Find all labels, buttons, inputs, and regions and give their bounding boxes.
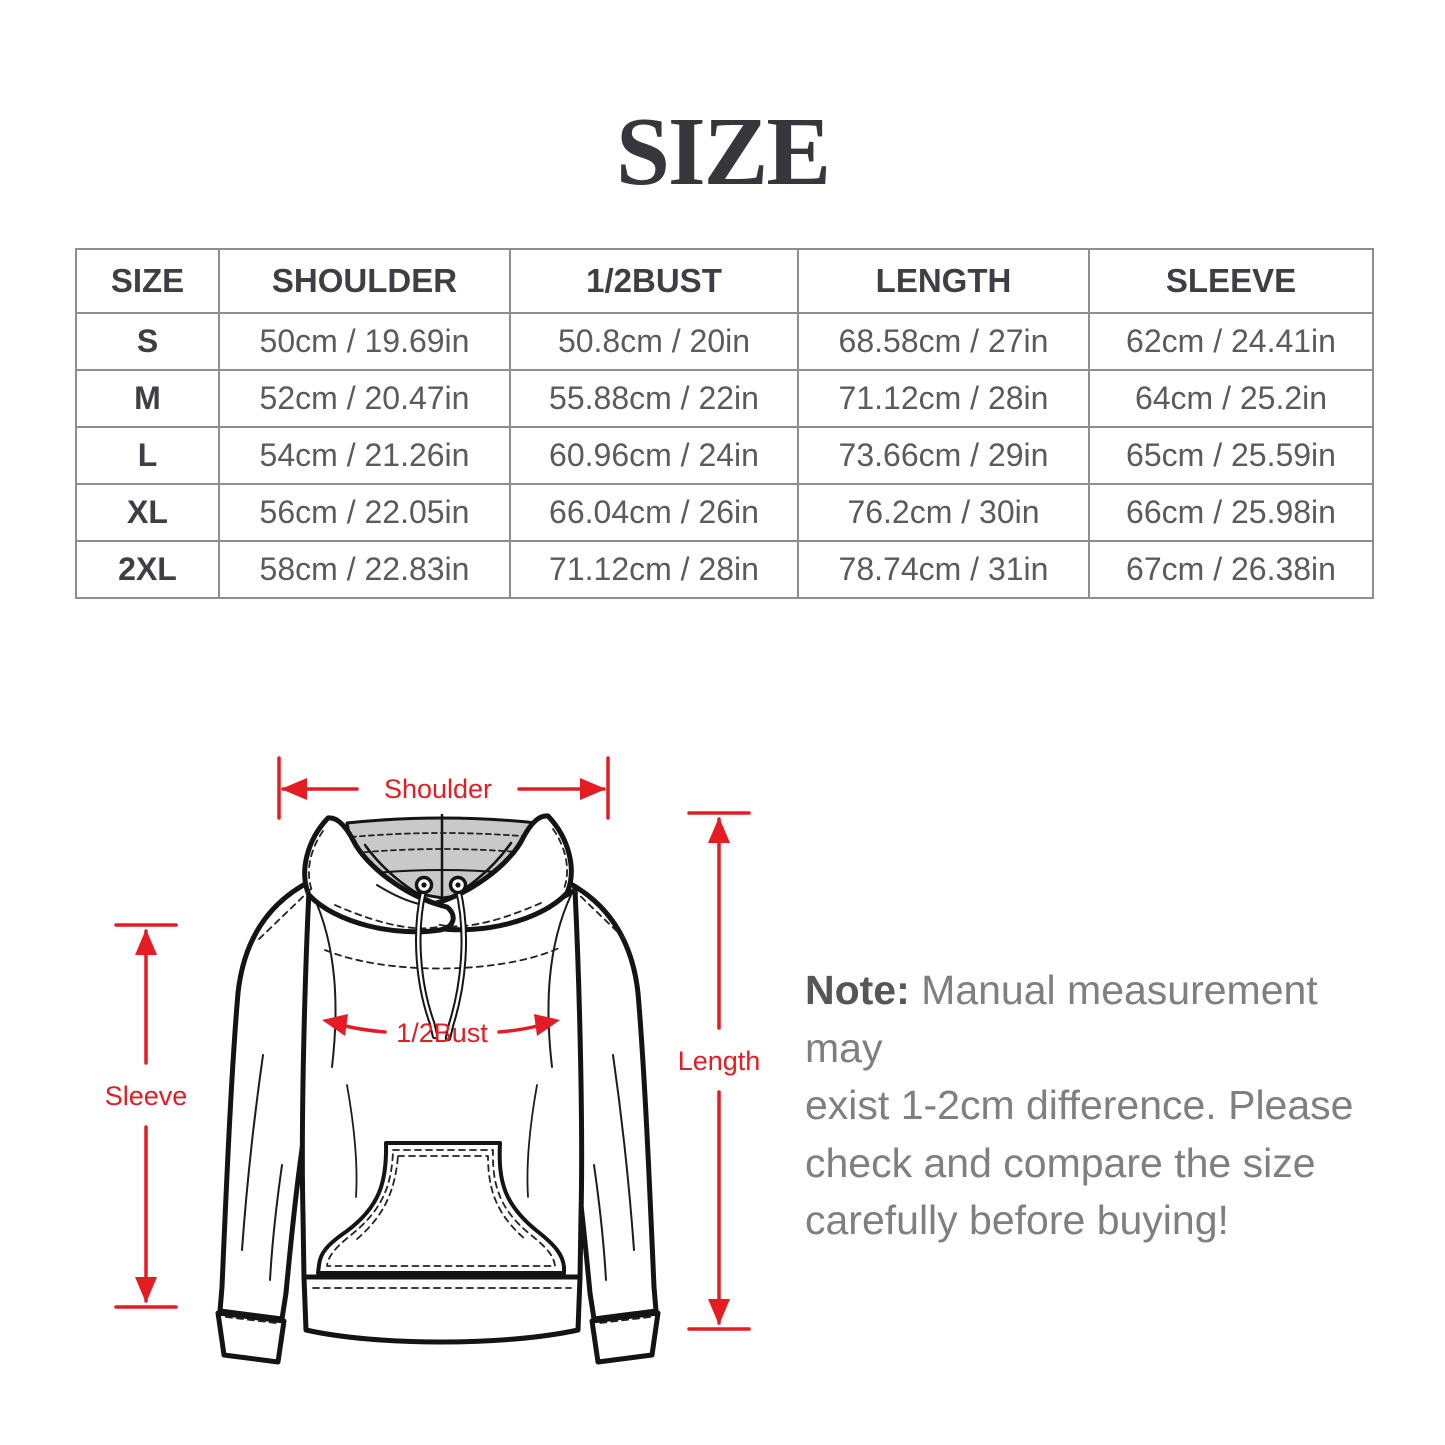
table-row <box>76 313 1373 370</box>
cell-bust: 50.8cm / 20in <box>510 313 798 370</box>
cell-shoulder: 56cm / 22.05in <box>219 484 510 541</box>
bust-arrow-label: 1/2Bust <box>396 1018 488 1048</box>
cell-bust: 71.12cm / 28in <box>510 541 798 598</box>
cell-length: 68.58cm / 27in <box>798 313 1089 370</box>
sleeve-arrow <box>116 925 176 1307</box>
cell-size: L <box>76 427 219 484</box>
cell-bust: 66.04cm / 26in <box>510 484 798 541</box>
cell-bust: 55.88cm / 22in <box>510 370 798 427</box>
note-label: Note: <box>805 967 910 1013</box>
cell-bust: 60.96cm / 24in <box>510 427 798 484</box>
hoodie-measurement-diagram <box>85 745 785 1395</box>
column-header-bust: 1/2BUST <box>510 249 798 313</box>
note-line: carefully before buying! <box>805 1197 1229 1243</box>
sleeve-arrow-label: Sleeve <box>104 1081 188 1111</box>
column-header-sleeve: SLEEVE <box>1089 249 1373 313</box>
hoodie-line-art <box>85 745 785 1395</box>
cell-sleeve: 66cm / 25.98in <box>1089 484 1373 541</box>
cell-size: S <box>76 313 219 370</box>
table-header-row <box>76 249 1373 313</box>
size-table <box>75 248 1374 599</box>
cell-sleeve: 62cm / 24.41in <box>1089 313 1373 370</box>
note-text: Manual measurement may <box>805 967 1318 1071</box>
cell-size: XL <box>76 484 219 541</box>
column-header-shoulder: SHOULDER <box>219 249 510 313</box>
page-title: SIZE <box>615 98 830 205</box>
column-header-size: SIZE <box>76 249 219 313</box>
cell-shoulder: 54cm / 21.26in <box>219 427 510 484</box>
cell-size: M <box>76 370 219 427</box>
cell-length: 76.2cm / 30in <box>798 484 1089 541</box>
shoulder-arrow-label: Shoulder <box>383 774 493 804</box>
cell-size: 2XL <box>76 541 219 598</box>
cell-sleeve: 64cm / 25.2in <box>1089 370 1373 427</box>
cell-shoulder: 58cm / 22.83in <box>219 541 510 598</box>
cell-sleeve: 65cm / 25.59in <box>1089 427 1373 484</box>
cell-shoulder: 50cm / 19.69in <box>219 313 510 370</box>
column-header-length: LENGTH <box>798 249 1089 313</box>
note-line: exist 1-2cm difference. Please <box>805 1082 1354 1128</box>
table-row <box>76 370 1373 427</box>
cell-sleeve: 67cm / 26.38in <box>1089 541 1373 598</box>
cell-length: 71.12cm / 28in <box>798 370 1089 427</box>
note-line: check and compare the size <box>805 1139 1316 1186</box>
hem-band <box>304 1277 580 1342</box>
cell-length: 78.74cm / 31in <box>798 541 1089 598</box>
note-block <box>805 962 1380 1250</box>
table-row <box>76 427 1373 484</box>
table-row <box>76 484 1373 541</box>
table-row <box>76 541 1373 598</box>
cell-shoulder: 52cm / 20.47in <box>219 370 510 427</box>
length-arrow-label: Length <box>677 1046 761 1076</box>
note-line <box>805 962 1380 1077</box>
cell-length: 73.66cm / 29in <box>798 427 1089 484</box>
